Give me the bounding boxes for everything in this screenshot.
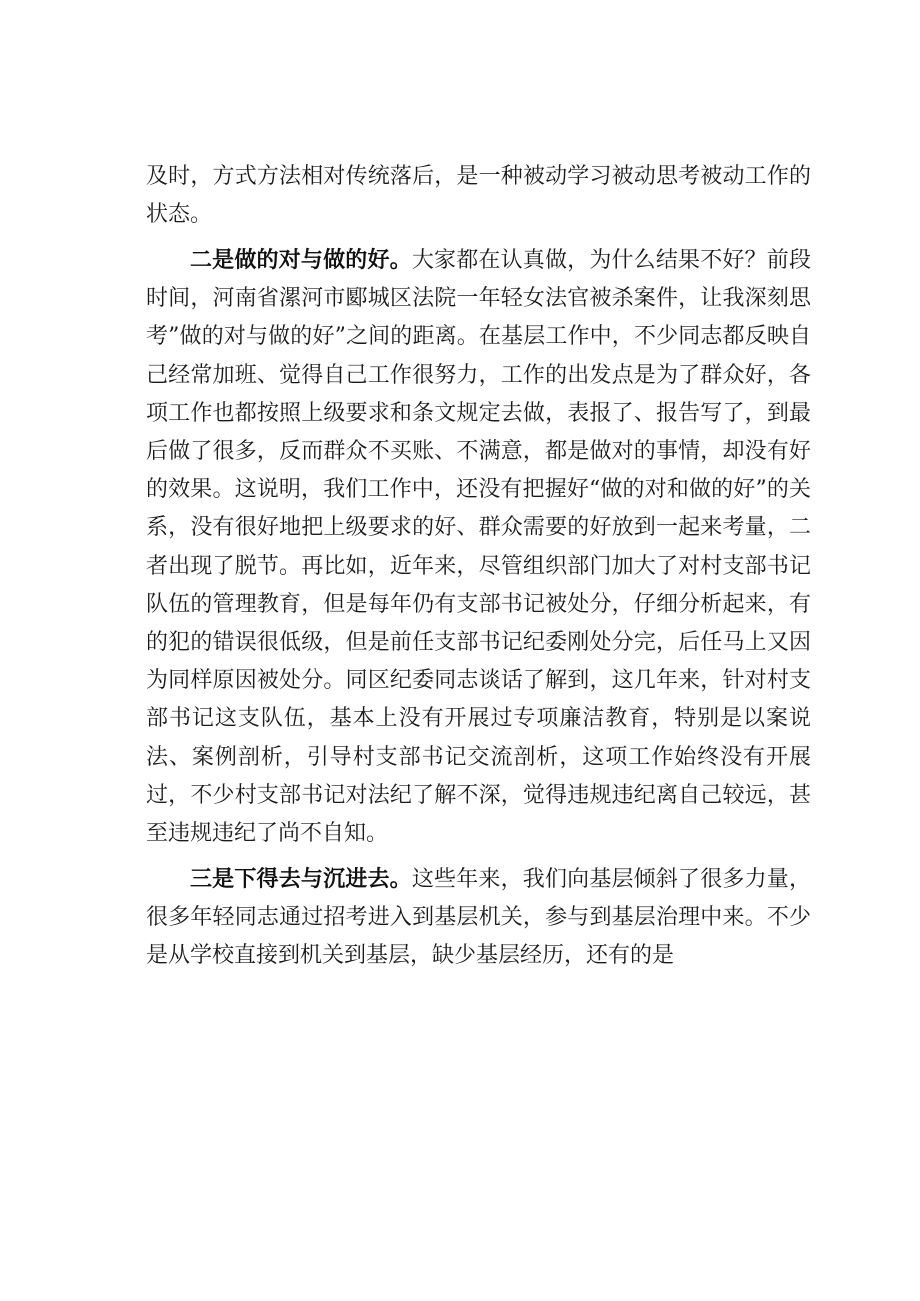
paragraph-point-two: [146, 241, 811, 853]
paragraph-lead-heading: 二是做的对与做的好。: [190, 246, 412, 273]
paragraph-text: 这些年来，我们向基层倾斜了很多力量，很多年轻同志通过招考进入到基层机关，参与到基层治理中来。不少是从学校直接到机关到基层，缺少基层经历，还有的是: [146, 866, 811, 969]
paragraph-lead-heading: 三是下得去与沉进去。: [190, 865, 412, 892]
paragraph-text: 及时，方式方法相对传统落后，是一种被动学习被动思考被动工作的状态。: [146, 164, 811, 228]
paragraph-point-three: [146, 860, 811, 976]
paragraph-continuation: [146, 158, 811, 234]
paragraph-text: 大家都在认真做，为什么结果不好？前段时间，河南省漯河市郾城区法院一年轻女法官被杀案件，让我深刻思考”做的对与做的好”之间的距离。在基层工作中，不少同志都反映自己经常加班、觉得自己工作很努力，工作的出发点是为了群众好，各项工作也都按照上级要求和条文规定去做，表报了、报告写了，到最后做了很多，反而群众不买账、不满意，都是做对的事情，却没有好的效果。这说明，我们工作中，还没有把握好“做的对和做的好”的关系，没有很好地把上级要求的好、群众需要的好放到一起来考量，二者出现了脱节。再比如，近年来，尽管组织部门加大了对村支部书记队伍的管理教育，但是每年仍有支部书记被处分，仔细分析起来，有的犯的错误很低级，但是前任支部书记纪委刚处分完，后任马上又因为同样原因被处分。同区纪委同志谈话了解到，这几年来，针对村支部书记这支队伍，基本上没有开展过专项廉洁教育，特别是以案说法、案例剖析，引导村支部书记交流剖析，这项工作始终没有开展过，不少村支部书记对法纪了解不深，觉得违规违纪离自己较远，甚至违规违纪了尚不自知。: [146, 247, 811, 846]
document-body: [146, 158, 811, 982]
